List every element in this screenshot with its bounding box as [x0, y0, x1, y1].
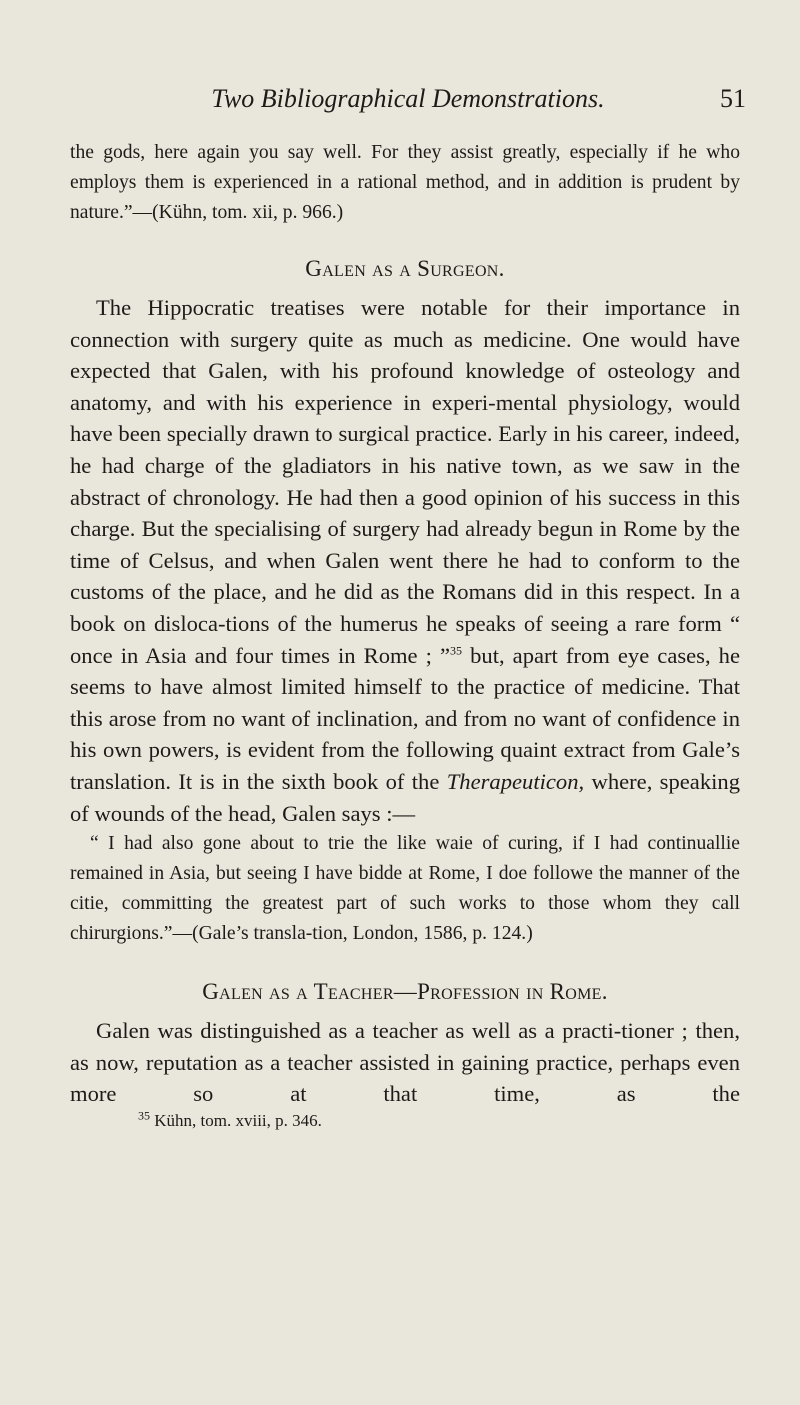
running-head	[70, 84, 746, 120]
teacher-paragraph: Galen was distinguished as a teacher as well as a practi-tioner ; then, as now, reputation as a teacher assisted in gaining practice, perhaps even more so at that time, as the	[70, 1018, 740, 1107]
page-number: 51	[720, 84, 746, 113]
section-heading-teacher: Galen as a Teacher—Profession in Rome.	[202, 979, 608, 1005]
surgeon-text-part-a: The Hippocratic treatises were notable for their importance in connection with surgery quite as much as medicine. One would have expected that Galen, with his profound knowledge of osteology and anatomy, and with his experience in experi-mental physiology, would have been specially drawn to surgical practice. Early in his career, indeed, he had charge of the gladiators in his native town, as we saw in the abstract of chronology. He had then a good opinion of his success in this charge. But the specialising of surgery had already begun in Rome by the time of Celsus, and when Galen went there he had to conform to the customs of the place, and he did as the Romans did in this respect. In a book on disloca-tions of the humerus he speaks of seeing a rare form “ once in Asia and four times in Rome ; ”	[70, 295, 740, 668]
block-quote: “ I had also gone about to trie the like waie of curing, if I had continuallie remained in Asia, but seeing I have bidde at Rome, I doe followe the manner of the citie, committing the greatest part of such works to those whom they call chirurgions.”—(Gale’s transla-tion, London, 1586, p. 124.)	[70, 833, 740, 945]
footnote-text: Kühn, tom. xviii, p. 346.	[150, 1110, 322, 1130]
body-text	[70, 138, 740, 1132]
continued-paragraph: the gods, here again you say well. For they assist greatly, especially if he who employs them is experienced in a rational method, and in addition is prudent by nature.”—(Kühn, tom. xii, p. 966.)	[70, 142, 740, 223]
footnote-number: 35	[138, 1108, 150, 1123]
footnote	[70, 1110, 740, 1132]
surgeon-text-part-b: but, apart from eye cases, he seems to have almost limited himself to the practice of medicine. That this arose from no want of inclination, and from no want of confidence in his own powers, is evident from the following quaint extract from Gale’s translation. It is in the sixth book of the	[70, 642, 740, 794]
running-title: Two Bibliographical Demonstrations.	[211, 84, 605, 113]
surgeon-text-part-c: where, speaking of wounds of the head, Galen says :—	[70, 768, 740, 826]
surgeon-paragraph	[70, 292, 740, 829]
book-title-italic: Therapeuticon,	[446, 768, 585, 794]
section-heading-surgeon: Galen as a Surgeon.	[305, 256, 505, 281]
footnote-reference: 35	[450, 643, 463, 657]
